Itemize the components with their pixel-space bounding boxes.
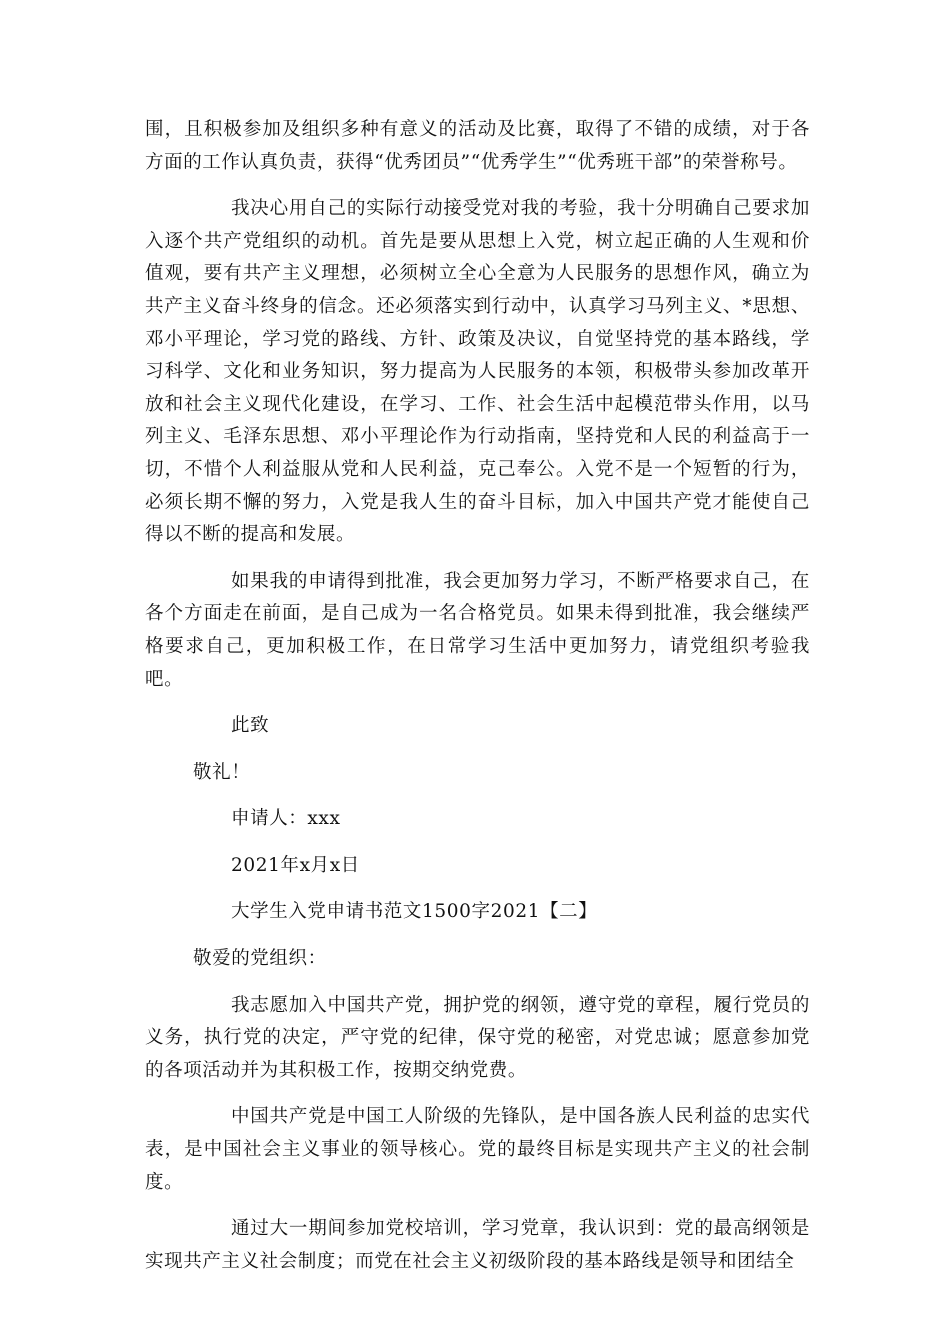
paragraph-pledge: 我志愿加入中国共产党，拥护党的纲领，遵守党的章程，履行党员的义务，执行党的决定，严守党的纪律，保守党的秘密，对党忠诚；愿意参加党的各项活动并为其积极工作，按期交纳党费。 — [145, 994, 810, 1081]
applicant-signature: 申请人：xxx — [231, 808, 341, 830]
paragraph-motivation: 我决心用自己的实际行动接受党对我的考验，我十分明确自己要求加入逐个共产党组织的动机。首先是要从思想上入党，树立起正确的人生观和价值观，要有共产主义理想，必须树立全心全意为人民服务的思想作风，确立为共产主义奋斗终身的信念。还必须落实到行动中，认真学习马列主义、*思想、邓小平理论，学习党的路线、方针、政策及决议，自觉坚持党的基本路线，学习科学、文化和业务知识，努力提高为人民服务的本领，积极带头参加改革开放和社会主义现代化建设，在学习、工作、社会生活中起模范带头作用，以马列主义、毛泽东思想、邓小平理论作为行动指南，坚持党和人民的利益高于一切，不惜个人利益服从党和人民利益，克己奉公。入党不是一个短暂的行为，必须长期不懈的努力，入党是我人生的奋斗目标，加入中国共产党才能使自己得以不断的提高和发展。 — [145, 198, 810, 546]
application-date: 2021年x月x日 — [231, 854, 360, 876]
section-heading: 大学生入党申请书范文1500字2021【二】 — [231, 901, 598, 923]
paragraph-commitment: 如果我的申请得到批准，我会更加努力学习，不断严格要求自己，在各个方面走在前面，是自己成为一名合格党员。如果未得到批准，我会继续严格要求自己，更加积极工作，在日常学习生活中更加努力，请党组织考验我吧。 — [145, 570, 810, 690]
paragraph-training: 通过大一期间参加党校培训，学习党章，我认识到：党的最高纲领是实现共产主义社会制度；而党在社会主义初级阶段的基本路线是领导和团结全 — [145, 1218, 810, 1272]
paragraph-party-nature: 中国共产党是中国工人阶级的先锋队，是中国各族人民利益的忠实代表，是中国社会主义事业的领导核心。党的最终目标是实现共产主义的社会制度。 — [145, 1106, 810, 1193]
closing-salute: 敬礼！ — [193, 761, 251, 783]
paragraph-continuation: 围，且积极参加及组织多种有意义的活动及比赛，取得了不错的成绩，对于各方面的工作认真负责，获得“优秀团员”“优秀学生”“优秀班干部”的荣誉称号。 — [145, 119, 810, 173]
document-body — [145, 114, 810, 1278]
closing-phrase: 此致 — [231, 715, 270, 737]
salutation: 敬爱的党组织： — [193, 948, 327, 970]
